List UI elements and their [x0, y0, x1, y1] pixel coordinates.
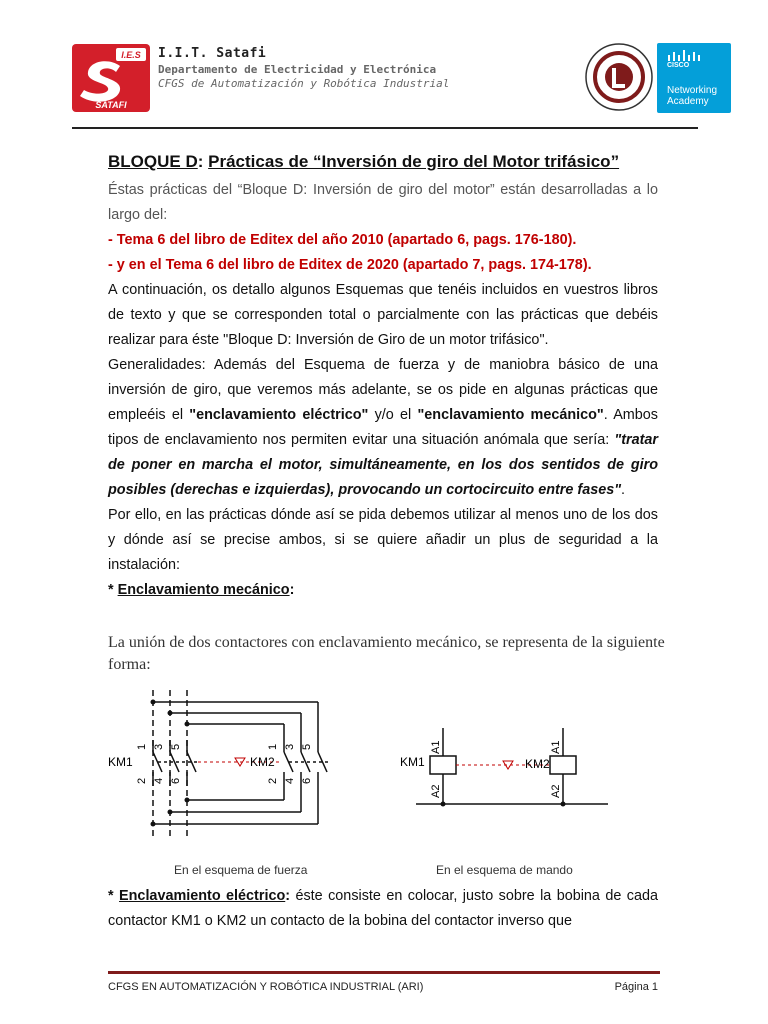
caption-fuerza: En el esquema de fuerza — [174, 863, 308, 877]
para2-bold-mechanic: "enclavamiento mecánico" — [417, 407, 604, 423]
intro-paragraph: Éstas prácticas del “Bloque D: Inversión de giro del motor” están desarrolladas a lo largo del: — [108, 182, 658, 223]
km2-t6: 6 — [301, 777, 313, 784]
cisco-bars-icon — [667, 50, 703, 62]
book-excerpt: La unión de dos contactores con enclavamiento mecánico, se representa de la siguiente forma: — [108, 634, 665, 673]
km2-label-fuerza: KM2 — [250, 755, 275, 769]
cisco-logo — [657, 43, 731, 113]
km2-t3: 3 — [284, 743, 296, 750]
para2-text-a: Generalidades: Además del Esquema de fuerza y de maniobra básico de una inversión de giro, que veremos más adelante, se os pide en algunas prácticas que empleéis el — [108, 357, 658, 423]
reference-1: - Tema 6 del libro de Editex del año 2010 (apartado 6, pags. 176-180). — [108, 232, 577, 248]
institute-block — [158, 46, 449, 90]
km1-t1: 1 — [136, 743, 148, 750]
mech-colon: : — [289, 582, 295, 598]
km2-t5: 5 — [301, 743, 313, 750]
km1-a2: A2 — [430, 784, 442, 798]
km2-t1: 1 — [267, 743, 279, 750]
electrical-section — [108, 884, 658, 934]
cfgs-name: CFGS de Automatización y Robótica Industrial — [158, 77, 450, 90]
km1-a1: A1 — [430, 740, 442, 754]
para2-quote: "tratar de poner en marcha el motor, simultáneamente, en los dos sentidos de giro posibles (derechas e izquierdas), provocando un cortocircuito entre fases" — [108, 432, 658, 498]
logo-badge-text: I.E.S — [121, 50, 141, 60]
km2-a1: A1 — [550, 740, 562, 754]
km2-t4: 4 — [284, 777, 296, 784]
elec-colon: : — [285, 888, 291, 904]
electrical-paragraph — [108, 884, 658, 934]
elec-text: éste consiste en colocar, justo sobre la bobina de cada contactor KM1 o KM2 un contacto de la bobina del contactor inverso que — [108, 888, 658, 929]
footer-course: CFGS EN AUTOMATIZACIÓN Y ROBÓTICA INDUSTRIAL (ARI) — [108, 981, 424, 993]
para2-bold-electric: "enclavamiento eléctrico" — [189, 407, 369, 423]
main-content — [108, 150, 658, 603]
caption-mando: En el esquema de mando — [436, 863, 573, 877]
cisco-brand: CISCO — [667, 62, 690, 69]
km2-label-mando: KM2 — [525, 757, 550, 771]
paragraph-1: A continuación, os detallo algunos Esquemas que tenéis incluidos en vuestros libros de texto y que se corresponden total o parcialmente con las prácticas que debéis realizar para éste "Bloque D: Inversión de Giro de un motor trifásico". — [108, 282, 658, 348]
reference-2: - y en el Tema 6 del libro de Editex de 2020 (apartado 7, pags. 174-178). — [108, 257, 592, 273]
institute-name: I.I.T. Satafi — [158, 46, 267, 61]
km1-t4: 4 — [153, 777, 165, 784]
cisco-academy-text — [667, 85, 717, 107]
km2-t2: 2 — [267, 777, 279, 784]
mechanical-heading — [108, 578, 658, 603]
km1-t5: 5 — [170, 743, 182, 750]
cisco-line2: Academy — [667, 96, 709, 107]
km1-t2: 2 — [136, 777, 148, 784]
para2-text-g: . — [621, 482, 626, 498]
title-prefix: BLOQUE D — [108, 152, 198, 171]
km1-t3: 3 — [153, 743, 165, 750]
seal-logo — [584, 42, 654, 112]
page-header — [72, 40, 718, 130]
title-main: Prácticas de “Inversión de giro del Motor trifásico” — [208, 152, 620, 171]
para2-text-c: y/o el — [368, 407, 418, 423]
elec-star: * — [108, 888, 120, 904]
page-title: BLOQUE D: Prácticas de “Inversión de giro del Motor trifásico” — [108, 152, 620, 171]
interlock-diagram — [108, 680, 668, 880]
footer-rule — [108, 971, 660, 974]
footer-page-number: Página 1 — [614, 981, 658, 993]
header-rule — [72, 127, 698, 129]
para2-text-e: . Ambos tipos de enclavamiento nos permiten evitar una situación anómala que sería: — [108, 407, 658, 448]
logo-text: SATAFI — [95, 100, 127, 110]
mech-star: * — [108, 582, 118, 598]
cisco-line1: Networking — [667, 85, 718, 96]
mech-label: Enclavamiento mecánico — [117, 582, 290, 598]
paragraph-2 — [108, 353, 658, 503]
km1-label-mando: KM1 — [400, 755, 425, 769]
km1-t6: 6 — [170, 777, 182, 784]
satafi-logo — [72, 44, 150, 112]
paragraph-3: Por ello, en las prácticas dónde así se pida debemos utilizar al menos uno de los dos y dónde así se precise ambos, si se quiere añadir un plus de seguridad a la instalación: — [108, 507, 658, 573]
km2-a2: A2 — [550, 784, 562, 798]
department-name: Departamento de Electricidad y Electrónica — [158, 63, 437, 76]
km1-label-fuerza: KM1 — [108, 755, 133, 769]
elec-label: Enclavamiento eléctrico — [119, 888, 286, 904]
